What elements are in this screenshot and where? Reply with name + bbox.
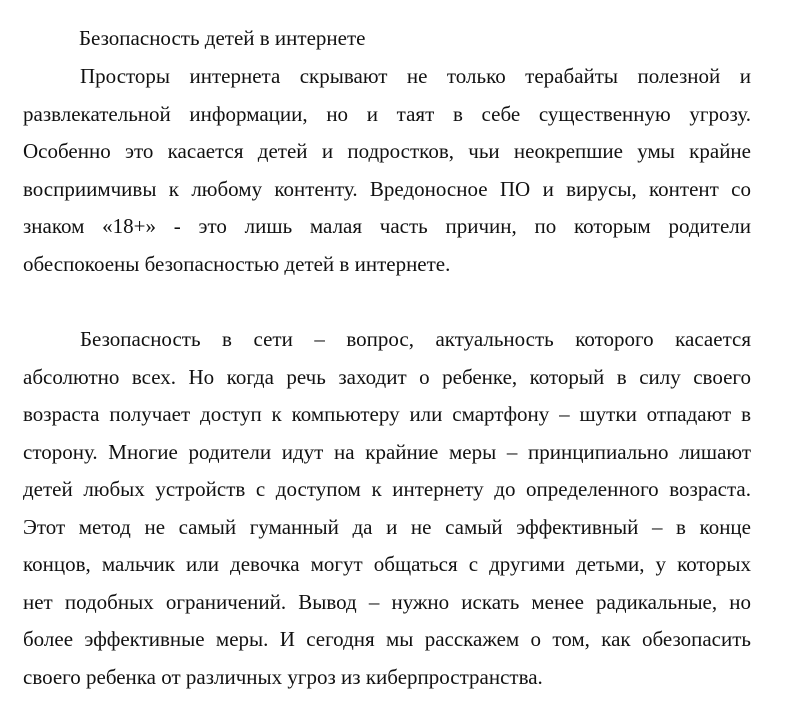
paragraph-1 — [23, 58, 751, 283]
paragraph-2-line: детей любых устройств с доступом к интернету до определенного возраста. — [23, 477, 751, 501]
paragraph-1-line: Особенно это касается детей и подростков, чьи неокрепшие умы крайне — [23, 139, 751, 163]
paragraph-2 — [23, 321, 751, 696]
paragraph-2-line: нет подобных ограничений. Вывод – нужно искать менее радикальные, но — [23, 589, 751, 614]
paragraph-1-line: Просторы интернета скрывают не только терабайты полезной и — [80, 64, 751, 88]
paragraph-1-line: обеспокоены безопасностью детей в интернете. — [23, 251, 451, 276]
paragraph-2-line: Безопасность в сети – вопрос, актуальность которого касается — [80, 327, 751, 351]
paragraph-1-line: развлекательной информации, но и таят в себе существенную угрозу. — [23, 101, 751, 126]
paragraph-1-line: восприимчивы к любому контенту. Вредоносное ПО и вирусы, контент со — [23, 176, 751, 201]
paragraph-2-line: концов, мальчик или девочка могут общаться с другими детьми, у которых — [23, 552, 751, 576]
document-title: Безопасность детей в интернете — [79, 26, 366, 50]
paragraph-2-line: Этот метод не самый гуманный да и не самый эффективный – в конце — [23, 514, 751, 539]
paragraph-2-line: возраста получает доступ к компьютеру или смартфону – шутки отпадают в — [23, 402, 751, 426]
paragraph-2-line: абсолютно всех. Но когда речь заходит о ребенке, который в силу своего — [23, 364, 751, 389]
paragraph-2-line: более эффективные меры. И сегодня мы расскажем о том, как обезопасить — [23, 627, 751, 651]
paragraph-2-line: сторону. Многие родители идут на крайние меры – принципиально лишают — [23, 439, 751, 464]
paragraph-2-line: своего ребенка от различных угроз из киберпространства. — [23, 664, 543, 689]
paragraph-1-line: знаком «18+» - это лишь малая часть причин, по которым родители — [23, 214, 751, 238]
